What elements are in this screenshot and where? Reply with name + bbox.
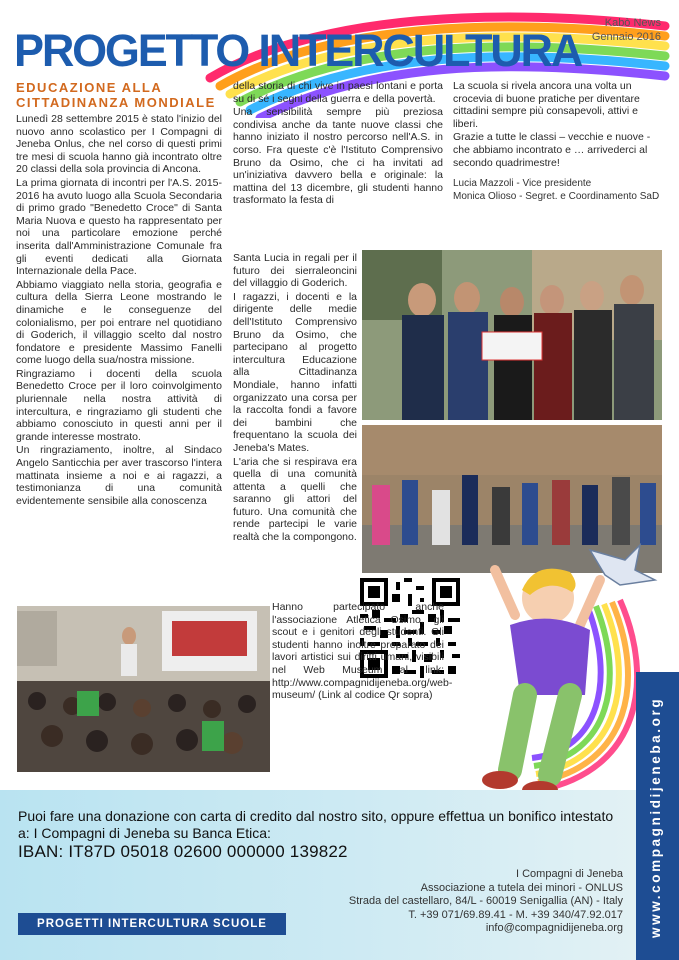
section-title [16, 80, 222, 110]
paragraph: della storia di chi vive in paesi lontani e porta su di sé i segni della guerra e della povertà. [233, 80, 443, 105]
article-column-3 [453, 80, 665, 203]
paragraph: Lunedì 28 settembre 2015 è stato l'inizio del nuovo anno scolastico per I Compagni di Jeneba Onlus, che nel corso di questi primi tre mesi di scuola hanno già incontrato oltre 20 classi della sola provincia di Ancona. [16, 113, 222, 176]
signature-1: Lucia Mazzoli - Vice presidente [453, 178, 592, 190]
child-holding-dove-illustration [440, 540, 665, 810]
paragraph: Abbiamo viaggiato nella storia, geografia e cultura della Sierra Leone mostrando le dinamiche e le conseguenze del colonialismo, per poi entrare nel quotidiano di Goderich, il villaggio scelto dal nostro fondatore e presidente Massimo Fanelli come luogo della sua/nostra missione. [16, 278, 222, 367]
paragraph: Grazie a tutte le classi – vecchie e nuove - che abbiamo incontrato e … arrivederci al secondo quadrimestre! [453, 131, 651, 169]
paragraph: L'aria che si respirava era quella di una comunità attenta a quelli che saranno gli attori del futuro. Una comunità che rende partecipi le varie realtà che la compongono. [233, 455, 357, 544]
newsletter-name: Kabò News [604, 17, 661, 29]
article-column-web-museum [272, 601, 453, 703]
signatures [453, 177, 665, 203]
article-column-2-top [233, 80, 443, 208]
signature-2: Monica Olioso - Segret. e Coordinamento SaD [453, 191, 660, 203]
org-name: I Compagni di Jeneba [515, 868, 623, 880]
paragraph: Una sensibilità sempre più preziosa condivisa anche da tante nuove classi che hanno iniziato il nostro percorso nell'A.S. in corso. Fra queste c'è l'Istituto Comprensivo Bruno da Osimo, che ci ha invitati ad un'iniziativa davvero bella e originale: la mattina del 13 dicembre, gli studenti hanno trasformato la festa di [233, 106, 443, 207]
org-address: Strada del castellaro, 84/L - 60019 Senigallia (AN) - Italy [348, 895, 623, 908]
org-phone: T. +39 071/69.89.41 - M. +39 340/47.92.017 [408, 908, 623, 921]
paragraph: I ragazzi, i docenti e la dirigente delle medie dell'Istituto Comprensivo Bruno da Osimo, che partecipano al progetto intercultura Educazione alla Cittadinanza Mondiale, hanno infatti organizzato una corsa per la raccolta fondi a favore dei bambini che frequentano la scuola dei Jeneba's Mates. [233, 290, 357, 454]
article-column-2-narrow [233, 252, 357, 545]
paragraph: Hanno partecipato anche l'associazione Atletica Osimo, gli scout e i genitori degli studenti. Gli studenti hanno inoltre preparato dei lavori artistici sui diritti umani, visibili nel Web Museum al link: http://www.compagnidijeneba.org/web-museum/ (Link al codice Qr sopra) [272, 601, 453, 702]
section-title-line-2: CITTADINANZA MONDIALE [16, 95, 216, 110]
newsletter-header [592, 16, 661, 44]
iban-text: IBAN: IT87D 05018 02600 000000 139822 [18, 842, 348, 861]
section-title-line-1: EDUCAZIONE ALLA [16, 80, 163, 95]
paragraph: Ringraziamo i docenti della scuola Benedetto Croce per il loro coinvolgimento pluriennale nella nostra attività di intercultura, e ringraziamo gli studenti che abbiamo conosciuto in questi anni per il grande interesse mostrato. [16, 367, 222, 443]
paragraph: La prima giornata di incontri per l'A.S. 2015-2016 ha avuto luogo alla Scuola Secondaria di primo grado "Benedetto Croce" di Santa Maria Nuova e questo ha rappresentato per noi una particolare emozione perché inserita dall'Amministrazione Comunale fra gli eventi dedicati alla Giornata Internazionale della Pace. [16, 176, 222, 278]
paragraph: La scuola si rivela ancora una volta un crocevia di buone pratiche per diventare cittadini sempre più consapevoli, attivi e liberi. [453, 80, 640, 130]
article-column-1 [16, 80, 222, 508]
org-email[interactable]: info@compagnidijeneba.org [485, 922, 623, 935]
org-description: Associazione a tutela dei minori - ONLUS [420, 881, 623, 894]
contact-block [349, 868, 623, 936]
group-photo-santa-lucia [362, 250, 662, 420]
section-label-badge: PROGETTI INTERCULTURA SCUOLE [18, 913, 286, 935]
website-url-link[interactable]: www.compagnidijeneba.org [648, 696, 663, 938]
donation-text: Puoi fare una donazione con carta di credito dal nostro sito, oppure effettua un bonifico intestato a: I Compagni di Jeneba su Banca Etica: [18, 808, 614, 841]
paragraph: Santa Lucia in regali per il futuro dei sierraleoncini del villaggio di Goderich. [233, 252, 357, 290]
page-title: PROGETTO INTERCULTURA [14, 25, 582, 76]
paragraph: Un ringraziamento, inoltre, al Sindaco Angelo Santicchia per aver trascorso l'intera mattinata insieme a noi e ai ragazzi, a testimonianza di una comunità evidentemente sensibile alla conoscenza [16, 444, 222, 507]
classroom-presentation-photo [17, 606, 270, 772]
newsletter-date: Gennaio 2016 [591, 31, 661, 43]
